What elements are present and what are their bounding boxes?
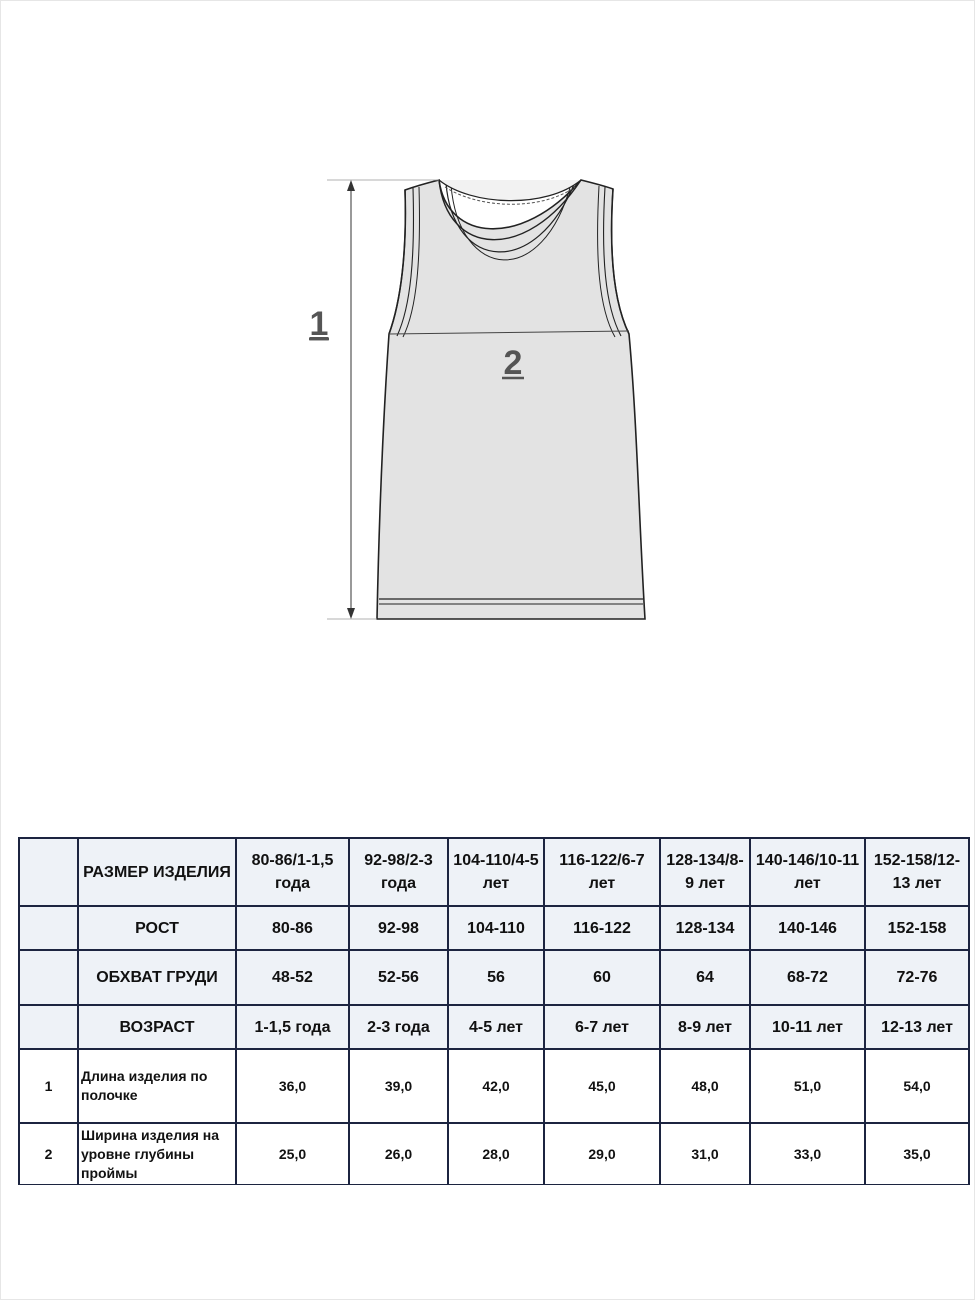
empty-cell	[19, 906, 78, 950]
empty-cell	[19, 838, 78, 906]
back-neck	[439, 180, 581, 201]
empty-cell	[19, 950, 78, 1005]
table-cell: 1-1,5 года	[236, 1005, 349, 1049]
size-table	[18, 837, 970, 1185]
length-arrow-top	[347, 180, 355, 191]
row-label-chest: ОБХВАТ ГРУДИ	[78, 950, 236, 1005]
table-cell: 116-122	[544, 906, 660, 950]
table-cell: 4-5 лет	[448, 1005, 544, 1049]
table-row-length	[19, 1049, 969, 1123]
table-cell: 92-98/2-3 года	[349, 838, 448, 906]
table-cell: 52-56	[349, 950, 448, 1005]
table-cell: 35,0	[865, 1123, 969, 1185]
table-cell: 36,0	[236, 1049, 349, 1123]
table-cell: 48-52	[236, 950, 349, 1005]
table-cell: 104-110/4-5 лет	[448, 838, 544, 906]
table-cell: 6-7 лет	[544, 1005, 660, 1049]
table-row-width	[19, 1123, 969, 1185]
row-label-size: РАЗМЕР ИЗДЕЛИЯ	[78, 838, 236, 906]
table-cell: 33,0	[750, 1123, 865, 1185]
size-table-wrapper	[18, 837, 975, 1185]
table-cell: 31,0	[660, 1123, 750, 1185]
table-row-height	[19, 906, 969, 950]
empty-cell	[19, 1005, 78, 1049]
row-label-age: ВОЗРАСТ	[78, 1005, 236, 1049]
table-cell: 64	[660, 950, 750, 1005]
measure-label: Ширина изделия на уровне глубины проймы	[78, 1123, 236, 1185]
table-cell: 140-146	[750, 906, 865, 950]
table-cell: 60	[544, 950, 660, 1005]
table-cell: 140-146/10-11 лет	[750, 838, 865, 906]
length-label: 1	[309, 305, 329, 343]
table-cell: 28,0	[448, 1123, 544, 1185]
tank-top-diagram	[1, 1, 975, 701]
tank-top-body	[377, 180, 645, 619]
table-cell: 42,0	[448, 1049, 544, 1123]
table-cell: 68-72	[750, 950, 865, 1005]
table-cell: 51,0	[750, 1049, 865, 1123]
table-row-chest	[19, 950, 969, 1005]
row-label-height: РОСТ	[78, 906, 236, 950]
width-label: 2	[503, 344, 523, 382]
table-cell: 72-76	[865, 950, 969, 1005]
measure-number: 1	[19, 1049, 78, 1123]
table-cell: 39,0	[349, 1049, 448, 1123]
measure-number: 2	[19, 1123, 78, 1185]
table-cell: 128-134/8-9 лет	[660, 838, 750, 906]
table-cell: 8-9 лет	[660, 1005, 750, 1049]
table-cell: 26,0	[349, 1123, 448, 1185]
measure-label: Длина изделия по полочке	[78, 1049, 236, 1123]
table-cell: 128-134	[660, 906, 750, 950]
table-cell: 2-3 года	[349, 1005, 448, 1049]
table-cell: 25,0	[236, 1123, 349, 1185]
table-row-size	[19, 838, 969, 906]
table-cell: 80-86/1-1,5 года	[236, 838, 349, 906]
table-cell: 92-98	[349, 906, 448, 950]
table-cell: 152-158	[865, 906, 969, 950]
table-cell: 56	[448, 950, 544, 1005]
length-arrow-bottom	[347, 608, 355, 619]
table-cell: 80-86	[236, 906, 349, 950]
table-cell: 116-122/6-7 лет	[544, 838, 660, 906]
table-cell: 10-11 лет	[750, 1005, 865, 1049]
table-cell: 54,0	[865, 1049, 969, 1123]
table-cell: 45,0	[544, 1049, 660, 1123]
table-row-age	[19, 1005, 969, 1049]
table-cell: 12-13 лет	[865, 1005, 969, 1049]
table-cell: 152-158/12-13 лет	[865, 838, 969, 906]
table-cell: 104-110	[448, 906, 544, 950]
table-cell: 29,0	[544, 1123, 660, 1185]
table-cell: 48,0	[660, 1049, 750, 1123]
